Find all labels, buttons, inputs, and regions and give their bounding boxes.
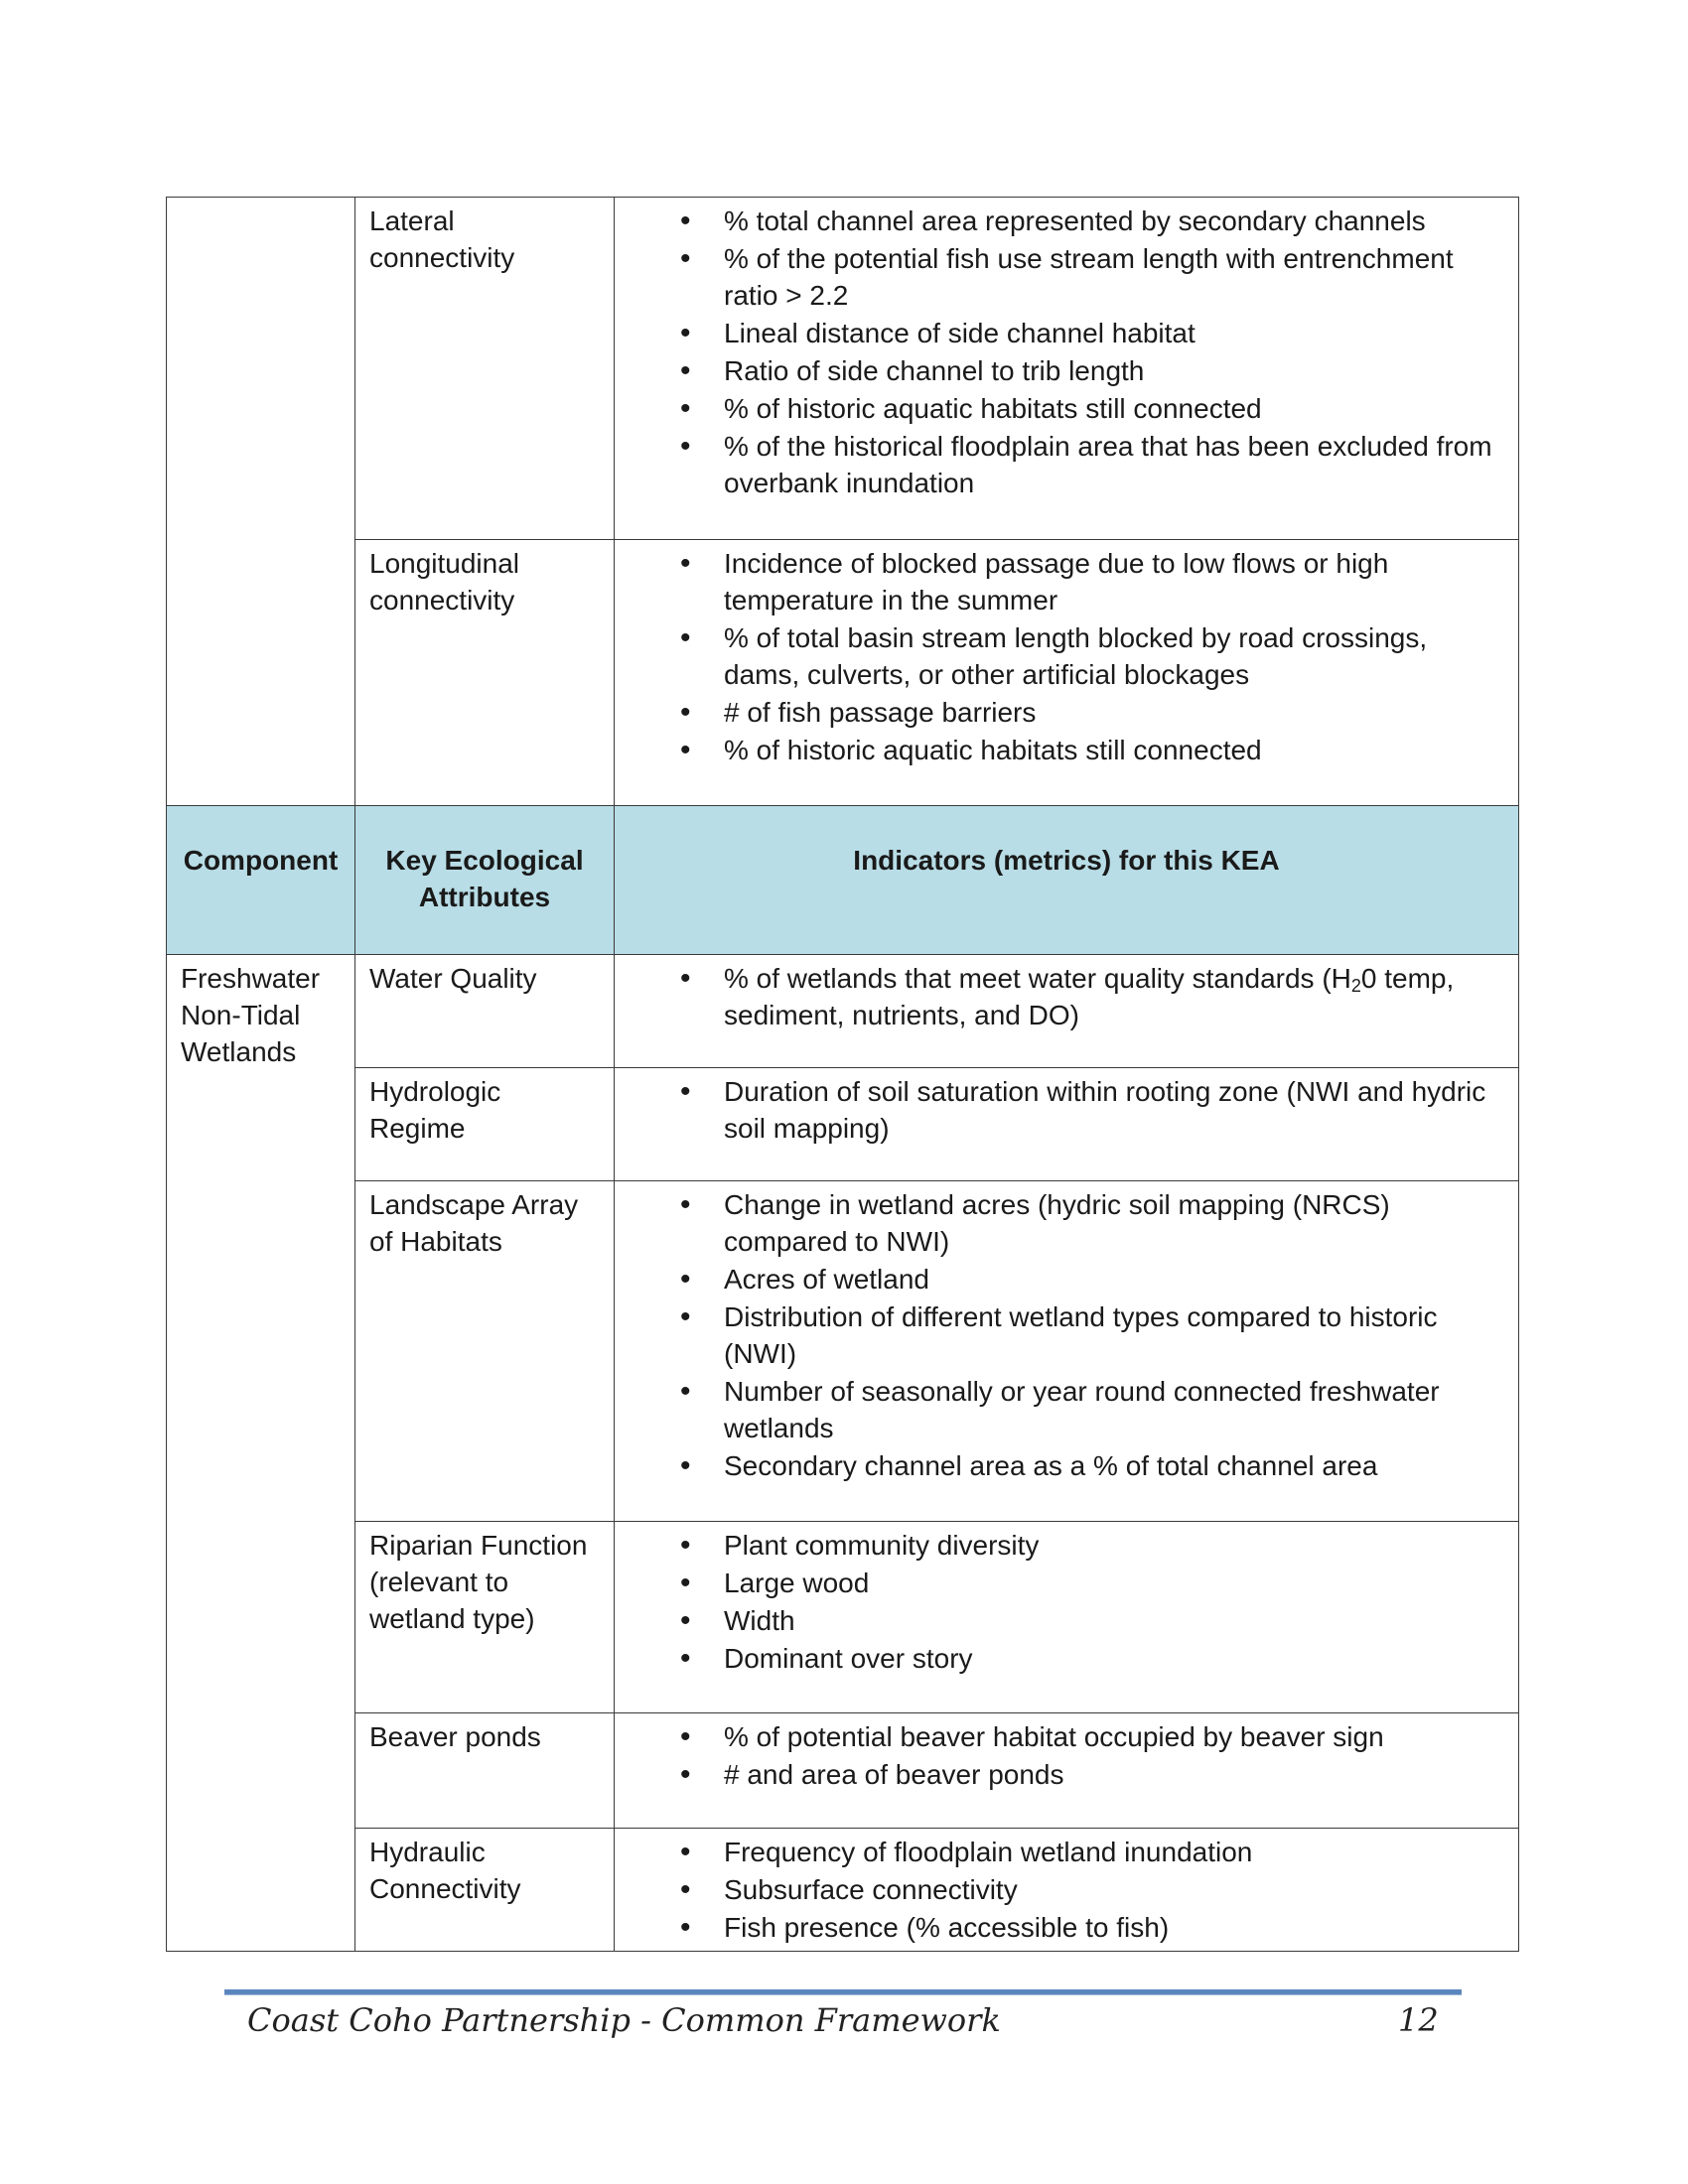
table-row bbox=[167, 198, 1519, 540]
list-item: • Secondary channel area as a % of total channel area bbox=[629, 1447, 1504, 1484]
header-indicators: Indicators (metrics) for this KEA bbox=[615, 806, 1519, 955]
kea-label: Longitudinal connectivity bbox=[369, 548, 520, 615]
list-item: • Width bbox=[629, 1602, 1504, 1639]
list-item: • Plant community diversity bbox=[629, 1527, 1504, 1564]
kea-cell bbox=[355, 198, 615, 540]
metrics-cell bbox=[615, 540, 1519, 806]
metric-text-suffix: 0 temp, sediment, nutrients, and DO) bbox=[724, 963, 1455, 1030]
metrics-list bbox=[629, 1834, 1504, 1946]
list-item: • Dominant over story bbox=[629, 1640, 1504, 1677]
metrics-list bbox=[629, 1073, 1504, 1147]
table-row bbox=[167, 1522, 1519, 1713]
kea-label: Beaver ponds bbox=[369, 1721, 541, 1752]
list-item: • # and area of beaver ponds bbox=[629, 1756, 1504, 1793]
list-item: • % of potential beaver habitat occupied by beaver sign bbox=[629, 1718, 1504, 1755]
table-header-row bbox=[167, 806, 1519, 955]
list-item: • Duration of soil saturation within rooting zone (NWI and hydric soil mapping) bbox=[629, 1073, 1504, 1147]
list-item: • Ratio of side channel to trib length bbox=[629, 352, 1504, 389]
page-number: 12 bbox=[1398, 2001, 1439, 2039]
list-item: • Large wood bbox=[629, 1565, 1504, 1601]
table-row bbox=[167, 540, 1519, 806]
metrics-list bbox=[629, 203, 1504, 501]
kea-label: Riparian Function (relevant to wetland type) bbox=[369, 1530, 588, 1634]
metrics-cell bbox=[615, 1713, 1519, 1829]
metrics-list bbox=[629, 1718, 1504, 1793]
metrics-list bbox=[629, 1186, 1504, 1484]
header-kea: Key Ecological Attributes bbox=[355, 806, 615, 955]
list-item: • Subsurface connectivity bbox=[629, 1871, 1504, 1908]
list-item: • % total channel area represented by secondary channels bbox=[629, 203, 1504, 239]
list-item: • % of historic aquatic habitats still connected bbox=[629, 732, 1504, 768]
list-item: • % of the potential fish use stream length with entrenchment ratio > 2.2 bbox=[629, 240, 1504, 314]
list-item: • Incidence of blocked passage due to low flows or high temperature in the summer bbox=[629, 545, 1504, 618]
list-item: • % of total basin stream length blocked by road crossings, dams, culverts, or other artificial blockages bbox=[629, 619, 1504, 693]
kea-cell bbox=[355, 1829, 615, 1952]
kea-label: Landscape Array of Habitats bbox=[369, 1189, 579, 1257]
kea-label: Hydrologic Regime bbox=[369, 1076, 501, 1144]
subscript-text: 2 bbox=[1350, 976, 1361, 996]
list-item: • # of fish passage barriers bbox=[629, 694, 1504, 731]
list-item: • % of historic aquatic habitats still connected bbox=[629, 390, 1504, 427]
metrics-list bbox=[629, 960, 1504, 1033]
metrics-cell bbox=[615, 198, 1519, 540]
kea-cell bbox=[355, 540, 615, 806]
table-row bbox=[167, 1181, 1519, 1522]
list-item: • Distribution of different wetland types compared to historic (NWI) bbox=[629, 1298, 1504, 1372]
footer-divider bbox=[224, 1989, 1462, 1995]
list-item: • Fish presence (% accessible to fish) bbox=[629, 1909, 1504, 1946]
metrics-list bbox=[629, 1527, 1504, 1677]
component-cell-empty bbox=[167, 198, 355, 806]
list-item bbox=[629, 960, 1504, 1033]
list-item: • Number of seasonally or year round connected freshwater wetlands bbox=[629, 1373, 1504, 1446]
metrics-cell bbox=[615, 1068, 1519, 1181]
list-item: • Frequency of floodplain wetland inundation bbox=[629, 1834, 1504, 1870]
list-item: • Acres of wetland bbox=[629, 1261, 1504, 1297]
kea-label: Lateral connectivity bbox=[369, 205, 515, 273]
table-row bbox=[167, 1068, 1519, 1181]
kea-label: Water Quality bbox=[369, 963, 537, 994]
component-name: Freshwater Non-Tidal Wetlands bbox=[181, 963, 321, 1067]
kea-cell bbox=[355, 1181, 615, 1522]
metrics-cell bbox=[615, 1181, 1519, 1522]
list-item: • Change in wetland acres (hydric soil mapping (NRCS) compared to NWI) bbox=[629, 1186, 1504, 1260]
kea-label: Hydraulic Connectivity bbox=[369, 1837, 521, 1904]
metrics-cell bbox=[615, 955, 1519, 1068]
table-row bbox=[167, 1713, 1519, 1829]
footer-title: Coast Coho Partnership - Common Framework bbox=[247, 2001, 1001, 2039]
metrics-cell bbox=[615, 1522, 1519, 1713]
metrics-list bbox=[629, 545, 1504, 768]
kea-cell bbox=[355, 1068, 615, 1181]
kea-cell bbox=[355, 1522, 615, 1713]
list-item: • Lineal distance of side channel habitat bbox=[629, 315, 1504, 351]
table-row bbox=[167, 955, 1519, 1068]
indicator-table bbox=[166, 197, 1519, 1952]
header-component: Component bbox=[167, 806, 355, 955]
kea-cell bbox=[355, 955, 615, 1068]
component-cell bbox=[167, 955, 355, 1952]
list-item: • % of the historical floodplain area that has been excluded from overbank inundation bbox=[629, 428, 1504, 501]
metrics-cell bbox=[615, 1829, 1519, 1952]
metric-text-prefix: % of wetlands that meet water quality standards (H bbox=[724, 963, 1351, 994]
kea-cell bbox=[355, 1713, 615, 1829]
table-row bbox=[167, 1829, 1519, 1952]
